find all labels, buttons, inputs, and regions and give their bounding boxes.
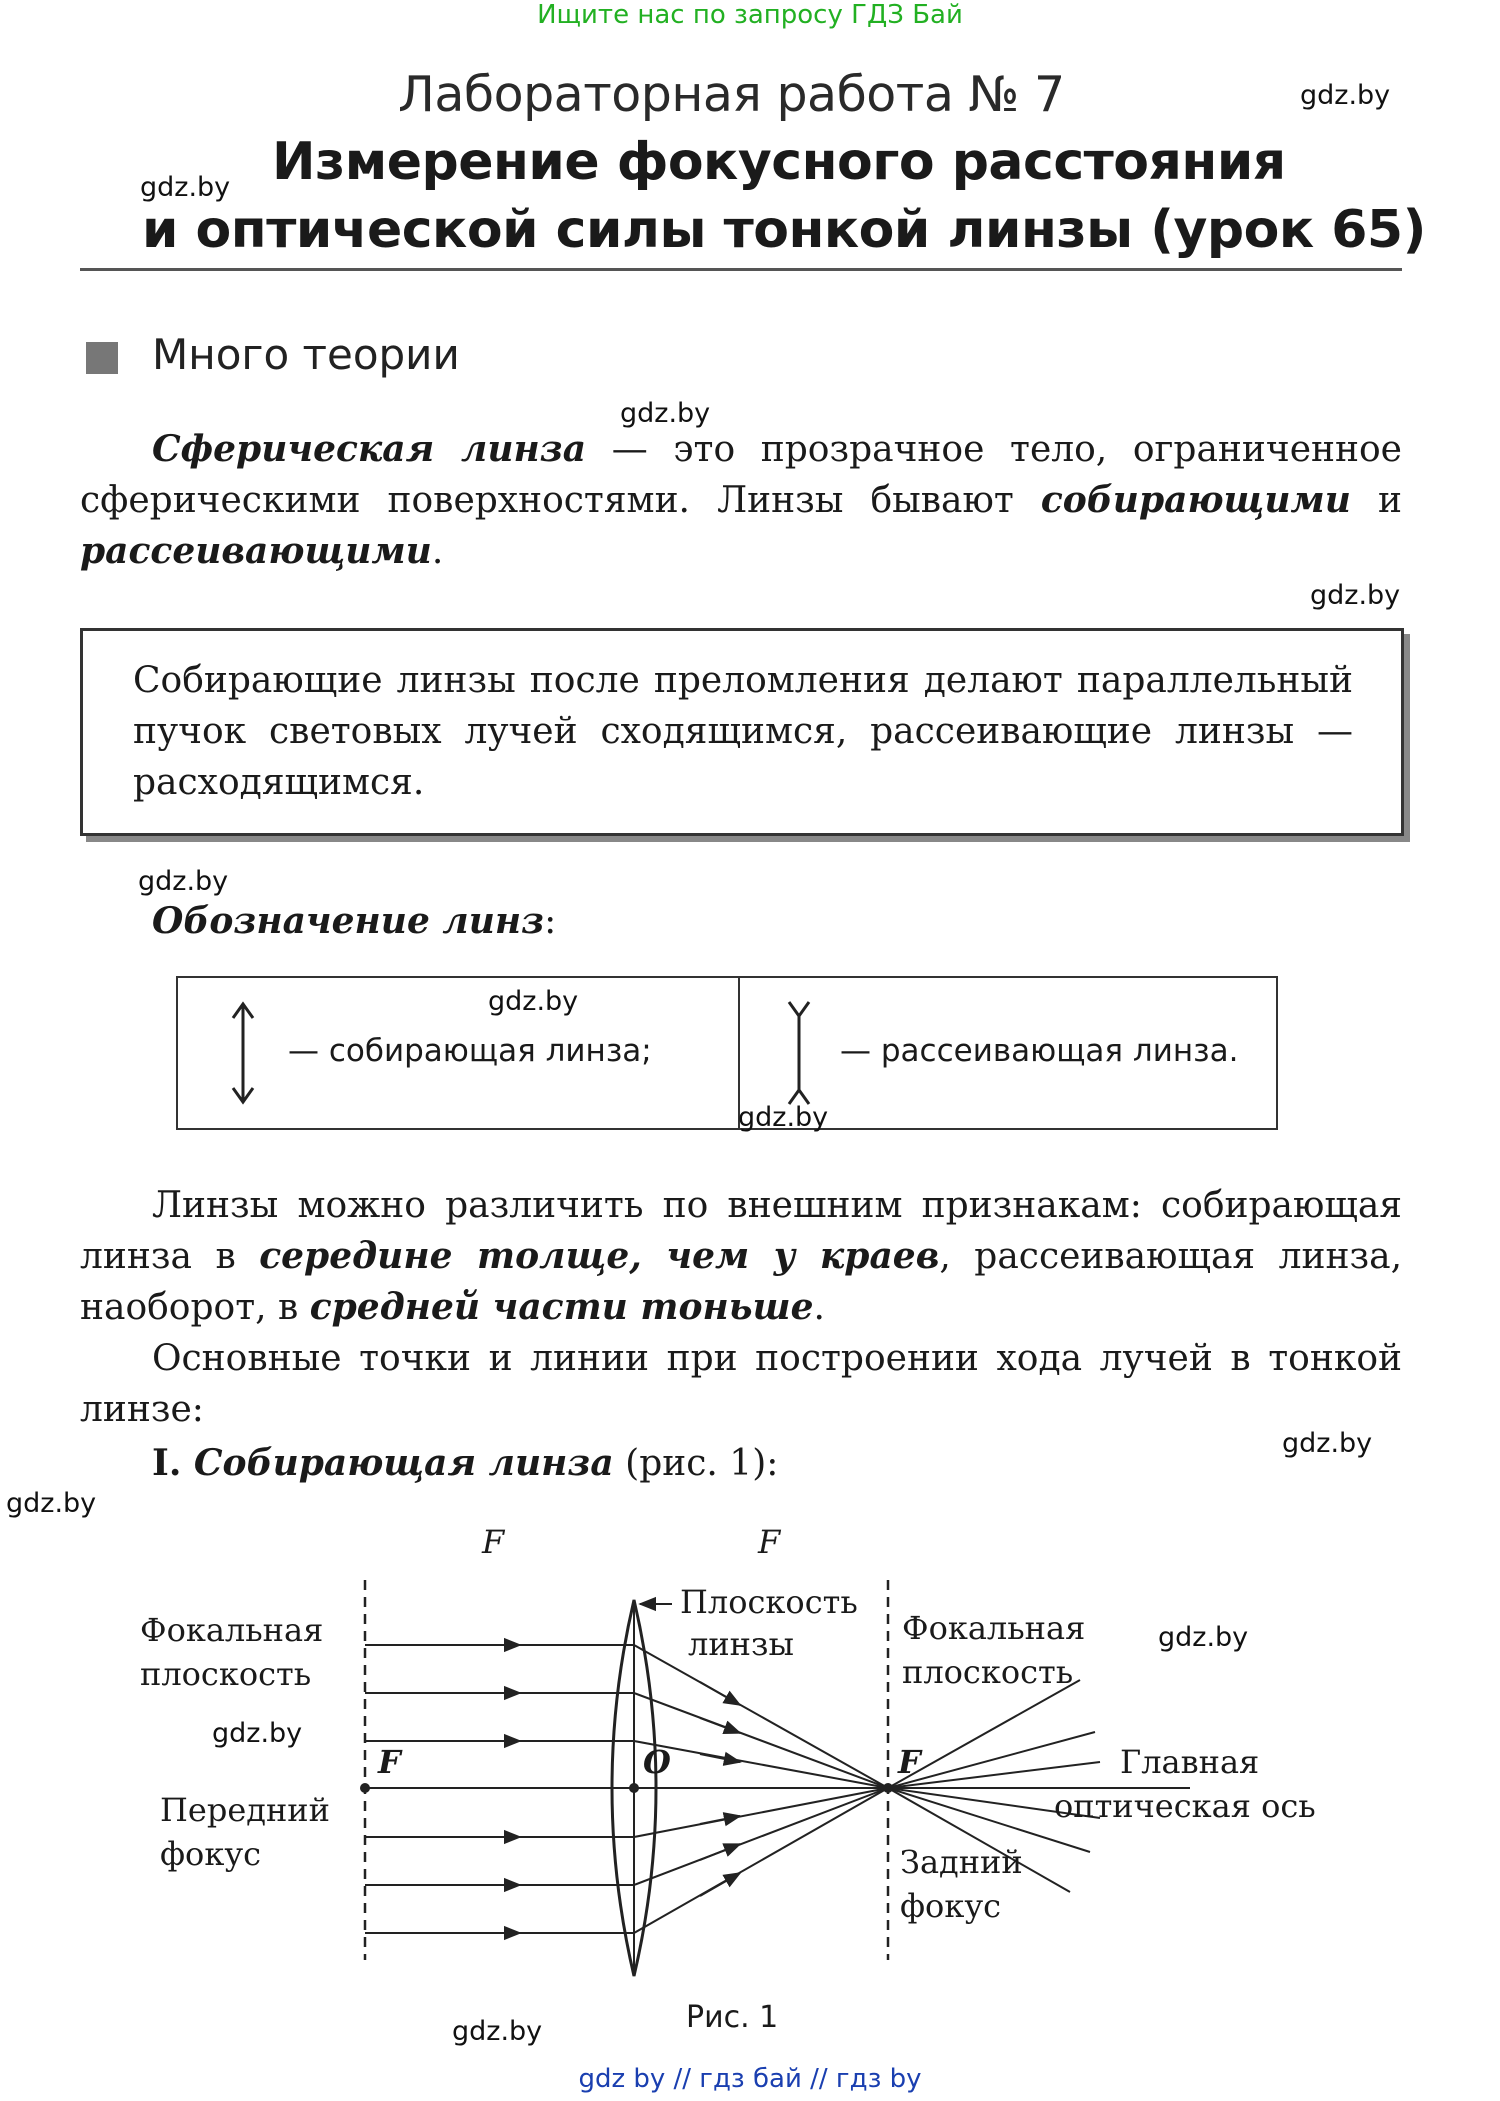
watermark: gdz.by: [140, 172, 231, 203]
label-o: O: [643, 1743, 671, 1781]
front-focus-point: [360, 1783, 370, 1793]
search-banner[interactable]: Ищите нас по запросу ГДЗ Бай: [537, 0, 963, 30]
diverging-lens-symbol: [784, 998, 814, 1108]
figure-caption: Рис. 1: [686, 2000, 779, 2035]
label-lens-plane-2: линзы: [688, 1625, 794, 1663]
converging-lens-symbol: [228, 998, 258, 1108]
label-main-axis-1: Главная: [1120, 1743, 1260, 1781]
label-f-right: F: [898, 1743, 921, 1781]
label-lens-plane-1: Плоскость: [680, 1583, 858, 1621]
label-focal-right-1: Фокальная: [902, 1609, 1086, 1647]
watermark: gdz.by: [1158, 1622, 1249, 1653]
label-front-focus-1: Передний: [160, 1791, 330, 1829]
watermark: gdz.by: [738, 1102, 829, 1133]
label-rear-focus-2: фокус: [900, 1887, 1002, 1925]
lab-title: Лабораторная работа № 7: [398, 66, 1065, 123]
rule-box: [80, 628, 1404, 836]
label-focal-left-1: Фокальная: [140, 1611, 324, 1649]
footer-links[interactable]: gdz by // гдз бай // гдз by: [578, 2064, 922, 2094]
label-front-focus-2: фокус: [160, 1835, 262, 1873]
label-focal-right-2: плоскость: [902, 1653, 1074, 1691]
label-f-left: F: [378, 1743, 401, 1781]
label-f-top-right: F: [758, 1523, 781, 1561]
rule-box-text: Собирающие линзы после преломления делают параллельный пучок световых лучей сходящимся, рассеивающие линзы — расходящимся.: [133, 660, 1353, 803]
case-heading: I. Собирающая линза (рис. 1):: [152, 1442, 779, 1484]
label-focal-left-2: плоскость: [140, 1655, 312, 1693]
watermark: gdz.by: [452, 2016, 543, 2047]
label-rear-focus-1: Задний: [900, 1843, 1023, 1881]
watermark: gdz.by: [138, 866, 229, 897]
rear-focus-point: [883, 1783, 893, 1793]
watermark: gdz.by: [1282, 1428, 1373, 1459]
term-spherical-lens: Сферическая линза: [152, 428, 587, 470]
watermark: gdz.by: [1300, 80, 1391, 111]
label-f-top-left: F: [482, 1523, 505, 1561]
watermark: gdz.by: [6, 1488, 97, 1519]
watermark: gdz.by: [620, 398, 711, 429]
watermark: gdz.by: [212, 1718, 303, 1749]
watermark: gdz.by: [488, 986, 579, 1017]
notation-converging-cell: [176, 976, 740, 1130]
notation-diverging-text: — рассеивающая линза.: [840, 1033, 1239, 1069]
section-bullet: [86, 342, 118, 374]
notation-converging-text: — собирающая линза;: [288, 1033, 652, 1069]
notation-heading: Обозначение линз:: [152, 900, 557, 942]
definition-paragraph: Сферическая линза — это прозрачное тело, ограниченное сферическими поверхностями. Линзы бывают собирающими и рассеивающими.: [80, 428, 1402, 572]
topic-title-line2: и оптической силы тонкой линзы (урок 65): [142, 200, 1426, 260]
difference-paragraph: Линзы можно различить по внешним признакам: собирающая линза в середине толще, чем у краев, рассеивающая линза, наоборот, в средней части тоньше.: [80, 1185, 1403, 1328]
points-paragraph: Основные точки и линии при построении хода лучей в тонкой линзе:: [80, 1338, 1402, 1430]
optical-center-point: [629, 1783, 639, 1793]
title-rule: [80, 268, 1402, 271]
section-heading: Много теории: [152, 330, 460, 379]
topic-title-line1: Измерение фокусного расстояния: [272, 132, 1286, 192]
label-main-axis-2: оптическая ось: [1054, 1787, 1316, 1825]
watermark: gdz.by: [1310, 580, 1401, 611]
